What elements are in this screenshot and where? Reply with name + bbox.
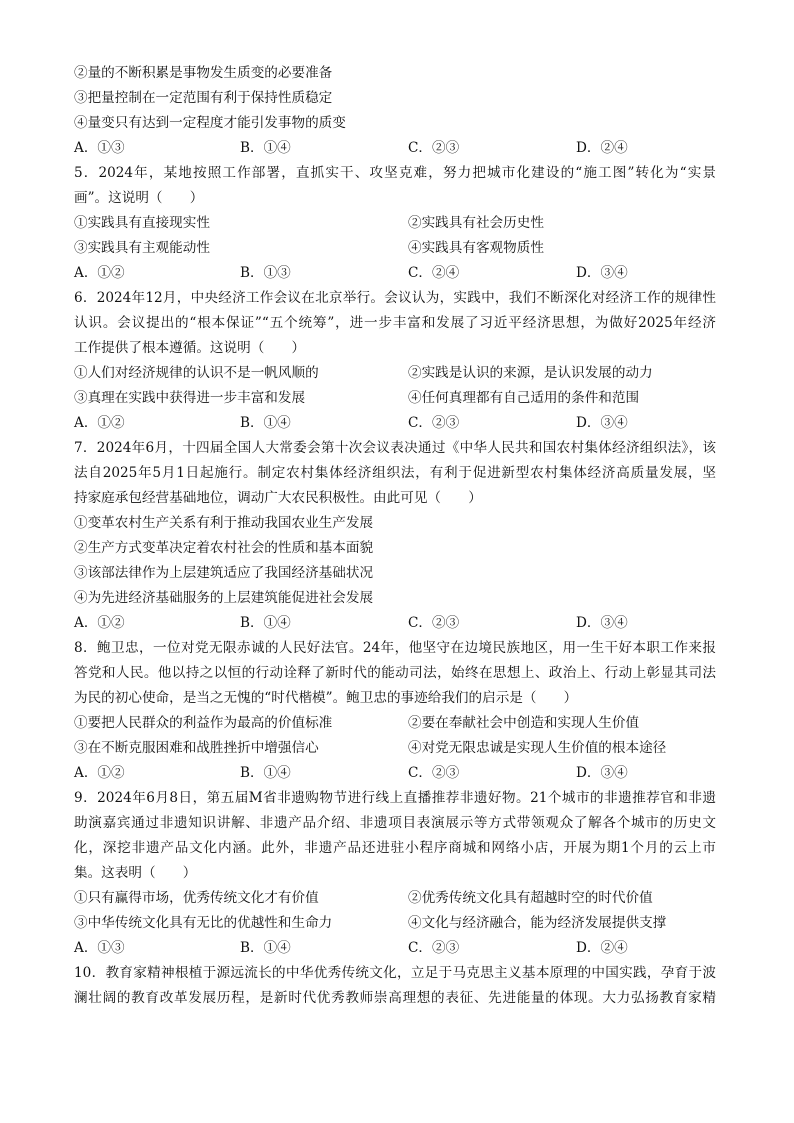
q6-option-b: B．①④	[240, 415, 291, 431]
q7-stem-line-3: 持家庭承包经营基础地位，调动广大农民积极性。由此可见（ ）	[74, 490, 482, 506]
q9-option-c: C．②③	[408, 940, 460, 956]
q9-option-b: B．①④	[240, 940, 291, 956]
q8-item-1: ①要把人民群众的利益作为最高的价值标准	[74, 715, 333, 731]
q6-item-4: ④任何真理都有自己适用的条件和范围	[408, 390, 640, 406]
q4-option-b: B．①④	[240, 140, 291, 156]
q9-stem-line-4: 集。这表明（ ）	[74, 865, 197, 881]
q9-stem-line-2: 助演嘉宾通过非遗知识讲解、非遗产品介绍、非遗项目表演展示等方式带领观众了解各个城市的历史文	[74, 815, 716, 831]
q6-item-3: ③真理在实践中获得进一步丰富和发展	[74, 390, 306, 406]
q5-option-a: A．①②	[74, 265, 125, 281]
q5-item-2: ②实践具有社会历史性	[408, 215, 544, 231]
q4-item-2: ②量的不断积累是事物发生质变的必要准备	[74, 65, 333, 81]
q8-item-4: ④对党无限忠诚是实现人生价值的根本途径	[408, 740, 667, 756]
q6-stem-line-3: 工作提供了根本遵循。这说明（ ）	[74, 340, 306, 356]
q4-item-4: ④量变只有达到一定程度才能引发事物的质变	[74, 115, 346, 131]
q8-option-b: B．①④	[240, 765, 291, 781]
q9-item-4: ④文化与经济融合，能为经济发展提供支撑	[408, 915, 667, 931]
q7-item-2: ②生产方式变革决定着农村社会的性质和基本面貌	[74, 540, 374, 556]
q6-stem-line-2: 认识。会议提出的“根本保证”“五个统筹”，进一步丰富和发展了习近平经济思想，为做好2025年经济	[74, 315, 716, 331]
q4-option-a: A．①③	[74, 140, 125, 156]
q9-stem-line-1: 9．2024年6月8日，第五届M省非遗购物节进行线上直播推荐非遗好物。21个城市的非遗推荐官和非遗	[74, 790, 716, 806]
q5-option-d: D．③④	[576, 265, 628, 281]
q6-option-c: C．②③	[408, 415, 460, 431]
q7-option-b: B．①④	[240, 615, 291, 631]
q8-option-c: C．②③	[408, 765, 460, 781]
q7-stem-line-1: 7．2024年6月，十四届全国人大常委会第十次会议表决通过《中华人民共和国农村集体经济组织法》，该	[74, 440, 716, 456]
q5-option-c: C．②④	[408, 265, 460, 281]
q7-item-4: ④为先进经济基础服务的上层建筑能促进社会发展	[74, 590, 374, 606]
q6-option-d: D．③④	[576, 415, 628, 431]
q7-item-3: ③该部法律作为上层建筑适应了我国经济基础状况	[74, 565, 374, 581]
q4-option-d: D．②④	[576, 140, 628, 156]
q7-item-1: ①变革农村生产关系有利于推动我国农业生产发展	[74, 515, 374, 531]
q10-stem-line-1: 10．教育家精神根植于源远流长的中华优秀传统文化，立足于马克思主义基本原理的中国实践，孕育于波	[74, 965, 716, 981]
q5-stem-line-2: 画”。这说明（ ）	[74, 190, 204, 206]
q9-stem-line-3: 化，深挖非遗产品文化内涵。此外，非遗产品还进驻小程序商城和网络小店，开展为期1个月的云上市	[74, 840, 716, 856]
q8-stem-line-2: 答党和人民。他以持之以恒的行动诠释了新时代的能动司法，始终在思想上、政治上、行动上彰显其司法	[74, 665, 716, 681]
q7-stem-line-2: 法自2025年5月1日起施行。制定农村集体经济组织法，有利于促进新型农村集体经济高质量发展，坚	[74, 465, 716, 481]
q5-item-4: ④实践具有客观物质性	[408, 240, 544, 256]
q8-option-a: A．①②	[74, 765, 125, 781]
q5-option-b: B．①③	[240, 265, 291, 281]
q4-option-c: C．②③	[408, 140, 460, 156]
q8-stem-line-1: 8．鲍卫忠，一位对党无限赤诚的人民好法官。24年，他坚守在边境民族地区，用一生干好本职工作来报	[74, 640, 716, 656]
q4-item-3: ③把量控制在一定范围有利于保持性质稳定	[74, 90, 333, 106]
q7-option-c: C．②③	[408, 615, 460, 631]
q9-item-1: ①只有赢得市场，优秀传统文化才有价值	[74, 890, 319, 906]
q10-stem-line-2: 澜壮阔的教育改革发展历程，是新时代优秀教师崇高理想的表征、先进能量的体现。大力弘扬教育家精	[74, 990, 716, 1006]
q9-option-d: D．②④	[576, 940, 628, 956]
q6-stem-line-1: 6．2024年12月，中央经济工作会议在北京举行。会议认为，实践中，我们不断深化对经济工作的规律性	[74, 290, 716, 306]
q8-item-3: ③在不断克服困难和战胜挫折中增强信心	[74, 740, 319, 756]
q9-item-3: ③中华传统文化具有无比的优越性和生命力	[74, 915, 333, 931]
q5-item-3: ③实践具有主观能动性	[74, 240, 210, 256]
q8-stem-line-3: 为民的初心使命，是当之无愧的“时代楷模”。鲍卫忠的事迹给我们的启示是（ ）	[74, 690, 578, 706]
q5-stem-line-1: 5．2024年，某地按照工作部署，直抓实干、攻坚克难，努力把城市化建设的“施工图”转化为“实景	[74, 165, 716, 181]
q7-option-d: D．③④	[576, 615, 628, 631]
q6-option-a: A．①②	[74, 415, 125, 431]
q8-item-2: ②要在奉献社会中创造和实现人生价值	[408, 715, 640, 731]
q8-option-d: D．③④	[576, 765, 628, 781]
q9-option-a: A．①③	[74, 940, 125, 956]
q6-item-2: ②实践是认识的来源，是认识发展的动力	[408, 365, 653, 381]
q5-item-1: ①实践具有直接现实性	[74, 215, 210, 231]
q6-item-1: ①人们对经济规律的认识不是一帆风顺的	[74, 365, 319, 381]
q9-item-2: ②优秀传统文化具有超越时空的时代价值	[408, 890, 653, 906]
q7-option-a: A．①②	[74, 615, 125, 631]
